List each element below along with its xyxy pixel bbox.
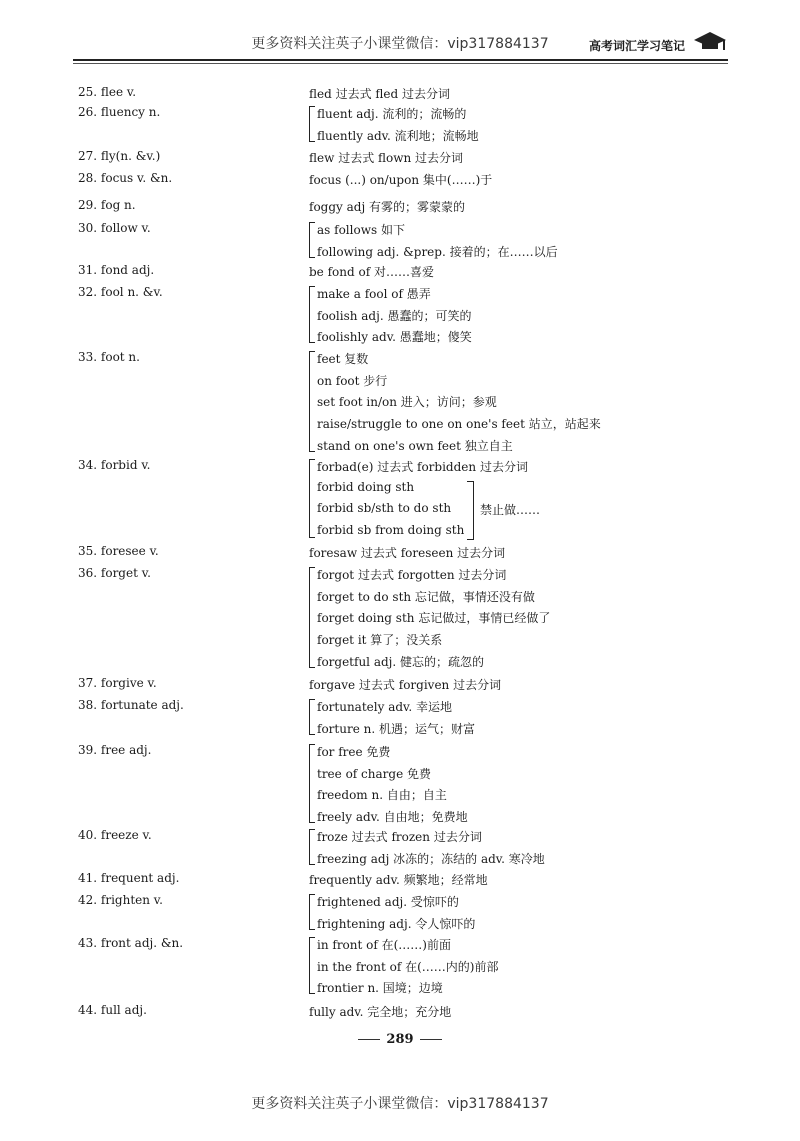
header-rule-thin xyxy=(73,63,728,64)
entry-line: set foot in/on 进入；访问；参观 xyxy=(317,395,497,410)
entry-line: fully adv. 完全地；充分地 xyxy=(309,1005,452,1019)
entry-line: forgave 过去式 forgiven 过去分词 xyxy=(309,678,502,692)
entry-line: fled 过去式 fled 过去分词 xyxy=(309,87,451,101)
entry-line: flew 过去式 flown 过去分词 xyxy=(309,151,464,165)
entry-line: for free 免费 xyxy=(317,745,391,759)
entry-line: stand on one's own feet 独立自主 xyxy=(317,438,513,453)
entry-line: forget to do sth 忘记做，事情还没有做 xyxy=(317,589,535,604)
entry-bracket xyxy=(309,937,317,994)
entry-head: 31. fond adj. xyxy=(78,263,155,277)
entry-bracket xyxy=(309,286,317,343)
entry-head: 42. frighten v. xyxy=(78,893,163,907)
entry-head: 30. follow v. xyxy=(78,221,151,235)
entry-line: forbid sb from doing sth xyxy=(317,523,465,538)
entry-head: 32. fool n. &v. xyxy=(78,285,163,299)
entry-line: fluent adj. 流利的；流畅的 xyxy=(317,107,467,121)
entry-head: 38. fortunate adj. xyxy=(78,698,184,712)
watermark-bottom: 更多资料关注英子小课堂微信：vip317884137 xyxy=(251,1096,549,1112)
entry-line: forget it 算了；没关系 xyxy=(317,633,443,648)
watermark-top: 更多资料关注英子小课堂微信：vip317884137 xyxy=(251,36,549,52)
entry-head: 27. fly(n. &v.) xyxy=(78,149,161,163)
graduation-cap-icon xyxy=(690,28,730,54)
entry-head: 40. freeze v. xyxy=(78,828,152,842)
entry-line: in the front of 在(……内的)前部 xyxy=(317,959,499,974)
entry-bracket xyxy=(309,699,317,735)
group-note: 禁止做…… xyxy=(480,503,541,518)
entry-head: 28. focus v. &n. xyxy=(78,171,173,185)
entry-head: 25. flee v. xyxy=(78,85,137,99)
entry-head: 41. frequent adj. xyxy=(78,871,180,885)
entry-head: 33. foot n. xyxy=(78,350,140,364)
entry-line: froze 过去式 frozen 过去分词 xyxy=(317,830,482,844)
entry-head: 34. forbid v. xyxy=(78,458,151,472)
entry-head: 29. fog n. xyxy=(78,198,136,212)
entry-line: as follows 如下 xyxy=(317,223,405,237)
entry-head: 39. free adj. xyxy=(78,743,152,757)
entry-line: freezing adj 冰冻的；冻结的 adv. 寒冷地 xyxy=(317,851,545,866)
entry-line: on foot 步行 xyxy=(317,373,388,388)
entry-line: forgot 过去式 forgotten 过去分词 xyxy=(317,568,507,582)
header-rule xyxy=(73,59,728,61)
entry-line: feet 复数 xyxy=(317,352,369,366)
entry-line: raise/struggle to one on one's feet 站立，站起来 xyxy=(317,417,601,432)
entry-head: 43. front adj. &n. xyxy=(78,936,184,950)
header-title: 高考词汇学习笔记 xyxy=(589,39,686,53)
entry-line: foolishly adv. 愚蠢地；傻笑 xyxy=(317,330,472,345)
group-bracket xyxy=(467,481,474,540)
entry-line: frontier n. 国境；边境 xyxy=(317,981,443,996)
entry-line: forture n. 机遇；运气；财富 xyxy=(317,721,475,736)
entry-line: forbad(e) 过去式 forbidden 过去分词 xyxy=(317,460,528,474)
entry-head: 44. full adj. xyxy=(78,1003,147,1017)
entry-line: following adj. &prep. 接着的；在……以后 xyxy=(317,244,558,259)
entry-line: frightened adj. 受惊吓的 xyxy=(317,895,459,909)
entry-bracket xyxy=(309,351,317,452)
entry-bracket xyxy=(309,106,317,142)
entry-head: 36. forget v. xyxy=(78,566,151,580)
entry-bracket xyxy=(309,459,317,538)
page-number-footer xyxy=(0,1032,800,1047)
entry-line: fortunately adv. 幸运地 xyxy=(317,700,453,714)
entry-line: foresaw 过去式 foreseen 过去分词 xyxy=(309,546,506,560)
entry-line: forget doing sth 忘记做过，事情已经做了 xyxy=(317,611,551,626)
entry-line: forgetful adj. 健忘的；疏忽的 xyxy=(317,654,485,669)
entry-bracket xyxy=(309,222,317,258)
entry-line: foggy adj 有雾的；雾蒙蒙的 xyxy=(309,200,465,214)
entry-line: freely adv. 自由地；免费地 xyxy=(317,810,468,825)
entry-head: 37. forgive v. xyxy=(78,676,157,690)
entry-bracket xyxy=(309,894,317,930)
entry-line: in front of 在(……)前面 xyxy=(317,938,451,952)
entry-line: forbid doing sth xyxy=(317,479,415,494)
entry-head: 35. foresee v. xyxy=(78,544,159,558)
entry-line: make a fool of 愚弄 xyxy=(317,287,431,301)
entry-line: focus (...) on/upon 集中(……)于 xyxy=(309,173,493,187)
entry-line: tree of charge 免费 xyxy=(317,766,431,781)
entry-line: foolish adj. 愚蠢的；可笑的 xyxy=(317,308,472,323)
entry-line: frightening adj. 令人惊吓的 xyxy=(317,916,476,931)
entry-bracket xyxy=(309,829,317,865)
entry-line: forbid sb/sth to do sth xyxy=(317,501,452,516)
entry-line: frequently adv. 频繁地；经常地 xyxy=(309,873,488,887)
page-number: 289 xyxy=(386,1032,414,1047)
entry-bracket xyxy=(309,567,317,668)
entry-line: freedom n. 自由；自主 xyxy=(317,788,447,803)
entry-bracket xyxy=(309,744,317,823)
entry-line: fluently adv. 流利地；流畅地 xyxy=(317,128,479,143)
entry-line: be fond of 对……喜爱 xyxy=(309,265,434,279)
entry-head: 26. fluency n. xyxy=(78,105,161,119)
